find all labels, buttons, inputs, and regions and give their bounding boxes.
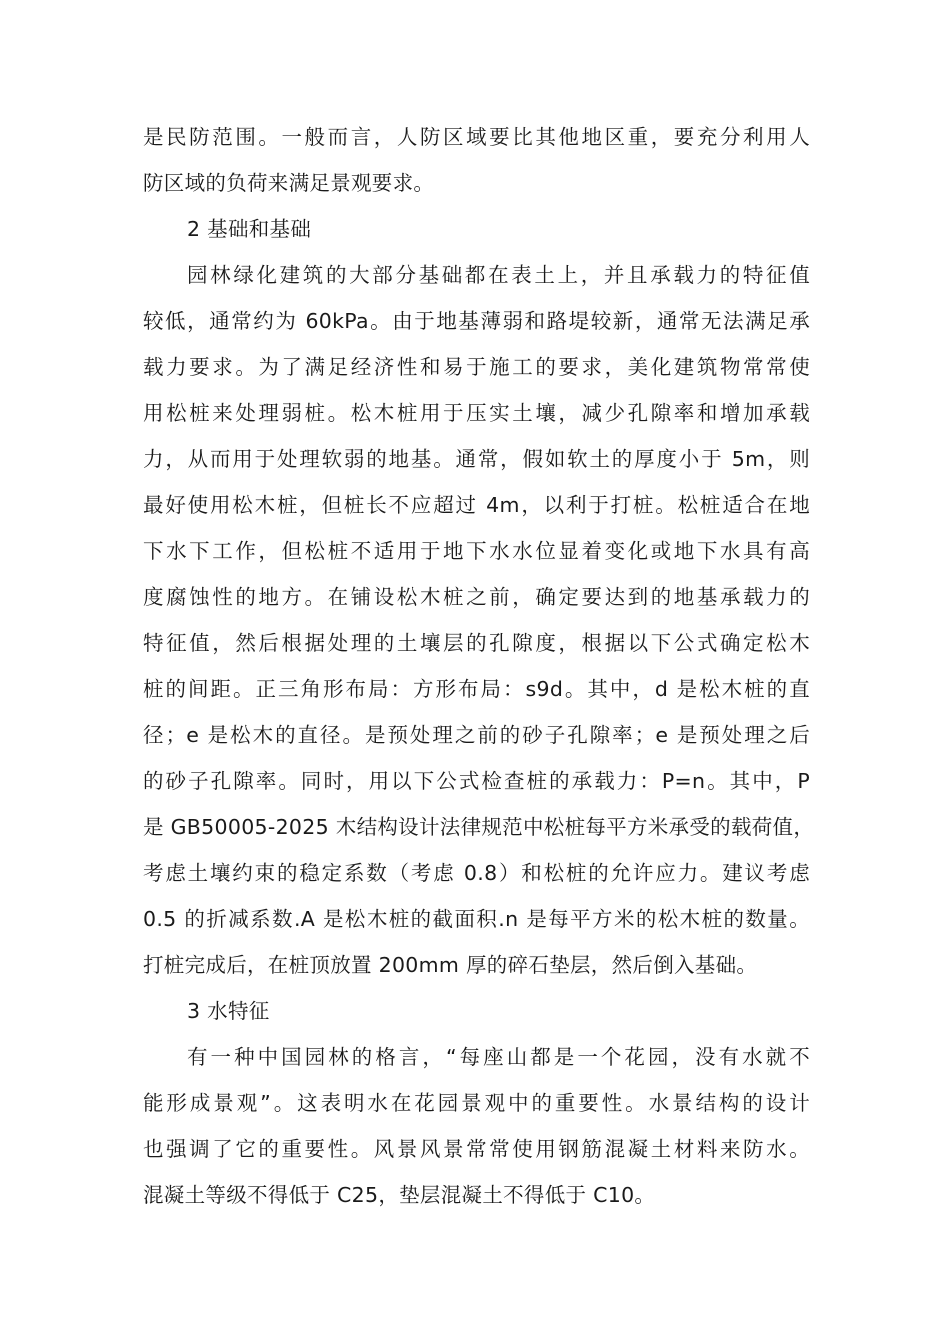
- paragraph-line: 特征值，然后根据处理的土壤层的孔隙度，根据以下公式确定松木: [143, 631, 810, 655]
- paragraph-line: 能形成景观”。这表明水在花园景观中的重要性。水景结构的设计: [143, 1091, 810, 1115]
- paragraph-line: 度腐蚀性的地方。在铺设松木桩之前，确定要达到的地基承载力的: [143, 585, 810, 609]
- paragraph-foundation: [143, 252, 815, 988]
- paragraph-line: 力，从而用于处理软弱的地基。通常，假如软土的厚度小于 5m，则: [143, 447, 810, 471]
- document-body: [143, 114, 815, 1218]
- paragraph-line: 桩的间距。正三角形布局：方形布局：s9d。其中，d 是松木桩的直: [143, 677, 810, 701]
- paragraph-line: 较低，通常约为 60kPa。由于地基薄弱和路堤较新，通常无法满足承: [143, 309, 810, 333]
- paragraph-water: [143, 1034, 810, 1218]
- paragraph-line: 打桩完成后，在桩顶放置 200mm 厚的碎石垫层，然后倒入基础。: [143, 953, 758, 977]
- paragraph-line: 考虑土壤约束的稳定系数（考虑 0.8）和松桩的允许应力。建议考虑: [143, 861, 810, 885]
- paragraph-civil-defense: [143, 114, 810, 206]
- paragraph-line: 的砂子孔隙率。同时，用以下公式检查桩的承载力：P=n。其中，P: [143, 769, 810, 793]
- paragraph-line: 是民防范围。一般而言，人防区域要比其他地区重，要充分利用人: [143, 125, 810, 149]
- section-heading-water: 3 水特征: [187, 999, 270, 1023]
- paragraph-line: 混凝土等级不得低于 C25，垫层混凝土不得低于 C10。: [143, 1183, 656, 1207]
- paragraph-line: 防区域的负荷来满足景观要求。: [143, 171, 435, 195]
- paragraph-line: 载力要求。为了满足经济性和易于施工的要求，美化建筑物常常使: [143, 355, 810, 379]
- paragraph-line: 是 GB50005-2025 木结构设计法律规范中松桩每平方米承受的载荷值，: [143, 815, 815, 839]
- paragraph-line: 径；e 是松木的直径。是预处理之前的砂子孔隙率；e 是预处理之后: [143, 723, 810, 747]
- paragraph-line: 有一种中国园林的格言，“每座山都是一个花园，没有水就不: [187, 1045, 810, 1069]
- paragraph-line: 0.5 的折减系数.A 是松木桩的截面积.n 是每平方米的松木桩的数量。: [143, 907, 810, 931]
- section-heading-foundation: 2 基础和基础: [187, 217, 312, 241]
- paragraph-line: 下水下工作，但松桩不适用于地下水水位显着变化或地下水具有高: [143, 539, 810, 563]
- paragraph-line: 最好使用松木桩，但桩长不应超过 4m，以利于打桩。松桩适合在地: [143, 493, 810, 517]
- paragraph-line: 园林绿化建筑的大部分基础都在表土上，并且承载力的特征值: [187, 263, 810, 287]
- paragraph-line: 也强调了它的重要性。风景风景常常使用钢筋混凝土材料来防水。: [143, 1137, 810, 1161]
- paragraph-line: 用松桩来处理弱桩。松木桩用于压实土壤，减少孔隙率和增加承载: [143, 401, 810, 425]
